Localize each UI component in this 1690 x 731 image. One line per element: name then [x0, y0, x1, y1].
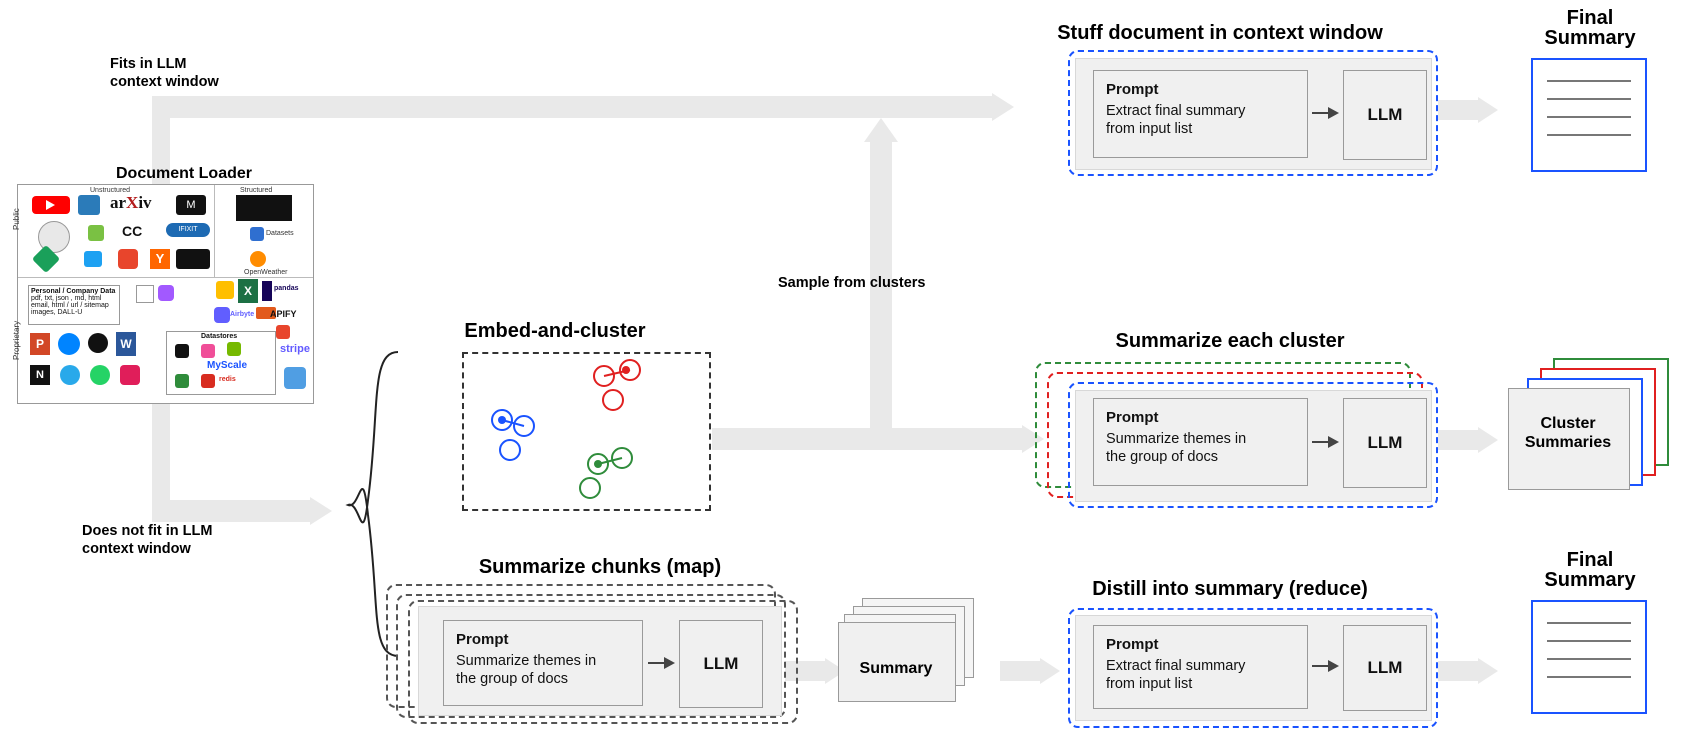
public-unstructured-label: Unstructured: [90, 187, 131, 194]
logo-github: [88, 333, 108, 353]
logo-weaviate: [227, 342, 241, 356]
arrow-cluster-to-clustersummaries-head: [1478, 427, 1498, 453]
label-fits-line1: Fits in LLM: [110, 56, 187, 72]
embed-cluster-scatter: [462, 352, 707, 507]
map-inner-arrow: [648, 655, 676, 671]
embed-cluster-title: Embed-and-cluster: [464, 320, 646, 342]
map-prompt-card: [443, 620, 643, 706]
reduce-inner-arrow: [1312, 658, 1340, 674]
logo-apify-label: APIFY: [270, 309, 297, 319]
datastores-label: Datastores: [201, 333, 238, 340]
arrow-reduce-to-final-head: [1478, 658, 1498, 684]
map-llm-card: [679, 620, 763, 708]
stuff-prompt-title: Prompt: [1106, 81, 1159, 98]
logo-pandas: [262, 281, 272, 301]
reduce-llm-card: [1343, 625, 1427, 711]
logo-twitter: [84, 251, 102, 267]
final-summary-bottom-line2: Summary: [1544, 569, 1636, 591]
cluster-summaries-line1: Cluster: [1540, 415, 1596, 432]
logo-imdb: [176, 249, 210, 269]
logo-slack: [120, 365, 140, 385]
reduce-title: Distill into summary (reduce): [1092, 578, 1368, 600]
doc-line: [1547, 134, 1631, 136]
logo-word: W: [116, 332, 136, 356]
stuff-prompt-card: [1093, 70, 1308, 158]
divider-public-proprietary: [18, 277, 313, 278]
logo-elastic: [201, 344, 215, 358]
arrow-notfit-horizontal: [152, 500, 312, 522]
final-summary-top-line2: Summary: [1544, 27, 1636, 49]
logo-airbyte: [214, 307, 230, 323]
arrow-cluster-to-summarize: [712, 428, 1022, 450]
label-notfit-line1: Does not fit in LLM: [82, 523, 213, 539]
logo-pinecone: [175, 344, 189, 358]
document-loader-title: Document Loader: [115, 165, 252, 182]
logo-datasets-label: Datasets: [266, 230, 294, 237]
cluster-prompt-line1: Summarize themes in: [1106, 431, 1247, 447]
reduce-prompt-card: [1093, 625, 1308, 709]
final-summary-bottom-line1: Final: [1566, 549, 1614, 571]
label-sample-from-clusters: Sample from clusters: [778, 275, 926, 291]
divider-unstructured-structured: [214, 185, 215, 277]
final-summary-bottom-doc: [1531, 600, 1647, 714]
label-fits-line2: context window: [110, 74, 219, 90]
proprietary-sub3: images, DALL-U: [31, 309, 83, 316]
logo-ycombinator: Y: [150, 249, 170, 269]
label-fits: [110, 55, 219, 91]
reduce-prompt-title: Prompt: [1106, 636, 1159, 653]
proprietary-sub1: pdf, txt, json , md, html: [31, 295, 102, 302]
logo-structured-grid: [236, 195, 292, 221]
logo-airbyte-label: Airbyte: [230, 311, 255, 318]
arrow-reduce-to-final: [1438, 661, 1478, 681]
doc-line: [1547, 98, 1631, 100]
arrow-sample-from-clusters-head: [864, 118, 898, 142]
summary-stack-label: Summary: [859, 660, 933, 677]
logo-messenger: [58, 333, 80, 355]
cluster-summaries-label: [1508, 414, 1628, 452]
reduce-llm-label: LLM: [1367, 658, 1403, 677]
map-title: Summarize chunks (map): [478, 556, 722, 578]
proprietary-sub2: email, html / url / sitemap: [31, 302, 109, 309]
public-structured-label: Structured: [240, 187, 273, 194]
arrow-summary-to-reduce-head: [1040, 658, 1060, 684]
arrow-fits-head: [992, 93, 1014, 121]
logo-stripe-label: stripe: [280, 343, 310, 355]
logo-whatsapp: [90, 365, 110, 385]
final-summary-top-title: [1530, 8, 1650, 48]
summarize-each-title: Summarize each cluster: [1115, 330, 1345, 352]
logo-metabase: [284, 367, 306, 389]
map-prompt-line2: the group of docs: [456, 671, 569, 687]
logo-medium: M: [176, 195, 206, 215]
stuff-llm-label: LLM: [1367, 105, 1403, 124]
arrow-summary-to-reduce: [1000, 661, 1040, 681]
doc-line: [1547, 622, 1631, 624]
logo-notion: [136, 285, 154, 303]
map-prompt-title: Prompt: [456, 631, 509, 648]
label-notfit-line2: context window: [82, 541, 191, 557]
side-label-public: Public: [12, 208, 21, 230]
stuff-prompt-line2: from input list: [1106, 121, 1193, 137]
label-does-not-fit: [82, 522, 212, 558]
logo-chroma: [175, 374, 189, 388]
logo-figma: [158, 285, 174, 301]
logo-excel: X: [238, 279, 258, 303]
logo-airtable: [216, 281, 234, 299]
logo-cc: CC: [122, 223, 143, 239]
logo-pandas-label: pandas: [274, 285, 299, 292]
logo-redis-label: redis: [219, 376, 236, 383]
cluster-prompt-title: Prompt: [1106, 409, 1159, 426]
arrow-stuff-to-final: [1438, 100, 1478, 120]
stuff-prompt-line1: Extract final summary: [1106, 103, 1246, 119]
doc-line: [1547, 676, 1631, 678]
cluster-prompt-line2: the group of docs: [1106, 449, 1219, 465]
final-summary-top-doc: [1531, 58, 1647, 172]
arrow-cluster-to-clustersummaries: [1438, 430, 1478, 450]
logo-myscale-label: MyScale: [207, 360, 248, 371]
logo-datasets: [250, 227, 264, 241]
stuff-inner-arrow: [1312, 105, 1340, 121]
stuff-llm-card: [1343, 70, 1427, 160]
arrow-stuff-to-final-head: [1478, 97, 1498, 123]
reduce-prompt-line1: Extract final summary: [1106, 658, 1246, 674]
logo-arxiv: arXiv: [110, 193, 152, 212]
reduce-prompt-line2: from input list: [1106, 676, 1193, 692]
logo-ifixit: IFIXIT: [166, 223, 210, 237]
stuff-title: Stuff document in context window: [1057, 22, 1383, 44]
final-summary-bottom-title: [1530, 550, 1650, 590]
logo-youtube-play: [46, 200, 55, 210]
logo-telegram: [60, 365, 80, 385]
proprietary-text-box: [28, 285, 120, 325]
final-summary-top-line1: Final: [1566, 7, 1614, 29]
logo-notion-dark: N: [30, 365, 50, 385]
map-llm-label: LLM: [703, 654, 739, 673]
logo-redis: [201, 374, 215, 388]
doc-line: [1547, 80, 1631, 82]
datastores-box: [166, 331, 276, 395]
doc-line: [1547, 658, 1631, 660]
logo-openweather-label: OpenWeather: [244, 269, 288, 276]
side-label-proprietary: Proprietary: [12, 320, 21, 360]
logo-huggingface: [88, 225, 104, 241]
logo-redshift: [276, 325, 290, 339]
cluster-prompt-card: [1093, 398, 1308, 486]
proprietary-header: Personal / Company Data: [31, 288, 116, 295]
cluster-summaries-line2: Summaries: [1524, 434, 1612, 451]
map-prompt-line1: Summarize themes in: [456, 653, 597, 669]
logo-slideshare: [78, 195, 100, 215]
cluster-llm-card: [1343, 398, 1427, 488]
doc-line: [1547, 116, 1631, 118]
cluster-llm-label: LLM: [1367, 433, 1403, 452]
logo-openweather: [250, 251, 266, 267]
logo-powerpoint: P: [30, 333, 50, 355]
logo-figma-alt: [118, 249, 138, 269]
arrow-notfit-head: [310, 497, 332, 525]
cluster-inner-arrow: [1312, 434, 1340, 450]
doc-line: [1547, 640, 1631, 642]
arrow-fits-horizontal: [152, 96, 992, 118]
document-loader-panel: [17, 184, 314, 404]
